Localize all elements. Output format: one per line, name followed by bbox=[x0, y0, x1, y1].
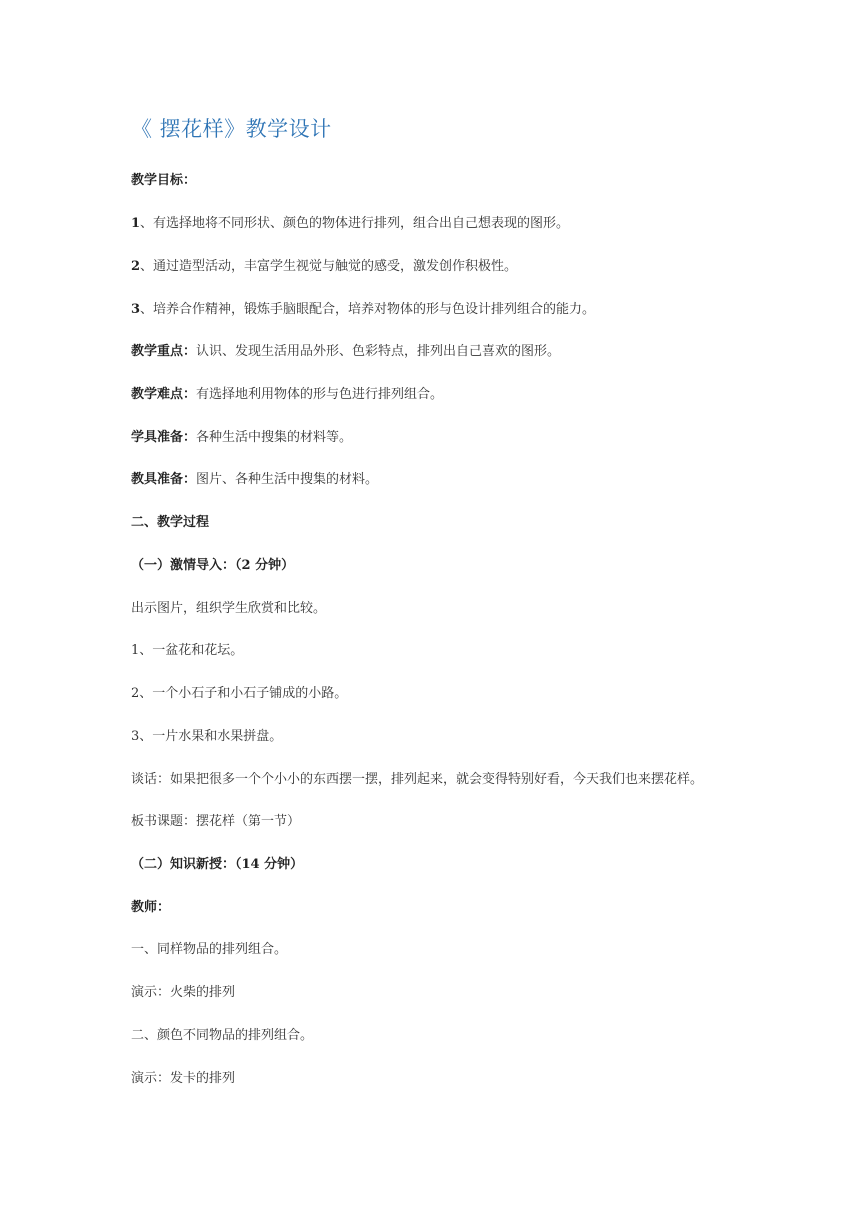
line-text: 板书课题：摆花样（第一节） bbox=[131, 814, 301, 829]
text-line bbox=[131, 813, 300, 831]
text-line bbox=[131, 514, 209, 532]
bold-text: 教学难点： bbox=[131, 387, 197, 402]
bold-text: 学具准备： bbox=[131, 430, 197, 445]
line-text: 1、一盆花和花坛。 bbox=[131, 643, 244, 658]
bold-text: 教学重点： bbox=[131, 344, 197, 359]
line-text: 、培养合作精神，锻炼手脑眼配合，培养对物体的形与色设计排列组合的能力。 bbox=[140, 302, 596, 317]
bold-text: （二）知识新授：（14 分钟） bbox=[131, 857, 304, 872]
line-text: 演示：火柴的排列 bbox=[131, 985, 236, 1000]
line-text: 、通过造型活动，丰富学生视觉与触觉的感受，激发创作积极性。 bbox=[140, 259, 518, 274]
text-line bbox=[131, 600, 326, 618]
line-text: 、有选择地将不同形状、颜色的物体进行排列，组合出自己想表现的图形。 bbox=[140, 216, 570, 231]
line-text: 2、一个小石子和小石子铺成的小路。 bbox=[131, 686, 348, 701]
text-line bbox=[131, 301, 595, 319]
document-title: 《 摆花样》教学设计 bbox=[131, 117, 332, 141]
bold-text: 教具准备： bbox=[131, 472, 197, 487]
text-line bbox=[131, 856, 303, 874]
line-text: 一、同样物品的排列组合。 bbox=[131, 942, 288, 957]
bold-text: 二、教学过程 bbox=[131, 515, 210, 530]
text-line bbox=[131, 642, 243, 660]
text-line bbox=[131, 429, 352, 447]
text-line bbox=[131, 1070, 235, 1088]
text-line bbox=[131, 685, 347, 703]
line-text: 出示图片，组织学生欣赏和比较。 bbox=[131, 601, 327, 616]
line-text: 认识、发现生活用品外形、色彩特点，排列出自己喜欢的图形。 bbox=[196, 344, 561, 359]
bold-text: （一）激情导入：（2 分钟） bbox=[131, 558, 295, 573]
text-line bbox=[131, 258, 517, 276]
text-line bbox=[131, 386, 443, 404]
text-line bbox=[131, 728, 282, 746]
text-line bbox=[131, 984, 235, 1002]
bold-text: 教学目标： bbox=[131, 173, 197, 188]
text-line bbox=[131, 941, 287, 959]
bold-text: 教师： bbox=[131, 900, 171, 915]
text-line bbox=[131, 771, 703, 789]
bold-text: 2 bbox=[131, 259, 141, 274]
text-line bbox=[131, 343, 560, 361]
text-line bbox=[131, 172, 196, 190]
line-text: 各种生活中搜集的材料等。 bbox=[196, 430, 353, 445]
line-text: 有选择地利用物体的形与色进行排列组合。 bbox=[196, 387, 444, 402]
bold-text: 1 bbox=[131, 216, 141, 231]
line-text: 演示：发卡的排列 bbox=[131, 1071, 236, 1086]
line-text: 谈话：如果把很多一个个小小的东西摆一摆，排列起来，就会变得特别好看，今天我们也来摆花样。 bbox=[131, 772, 704, 787]
text-line bbox=[131, 1027, 313, 1045]
line-text: 二、颜色不同物品的排列组合。 bbox=[131, 1028, 314, 1043]
text-line bbox=[131, 899, 170, 917]
line-text: 图片、各种生活中搜集的材料。 bbox=[196, 472, 379, 487]
bold-text: 3 bbox=[131, 302, 141, 317]
text-line bbox=[131, 471, 378, 489]
text-line bbox=[131, 557, 294, 575]
text-line bbox=[131, 215, 569, 233]
line-text: 3、一片水果和水果拼盘。 bbox=[131, 729, 283, 744]
